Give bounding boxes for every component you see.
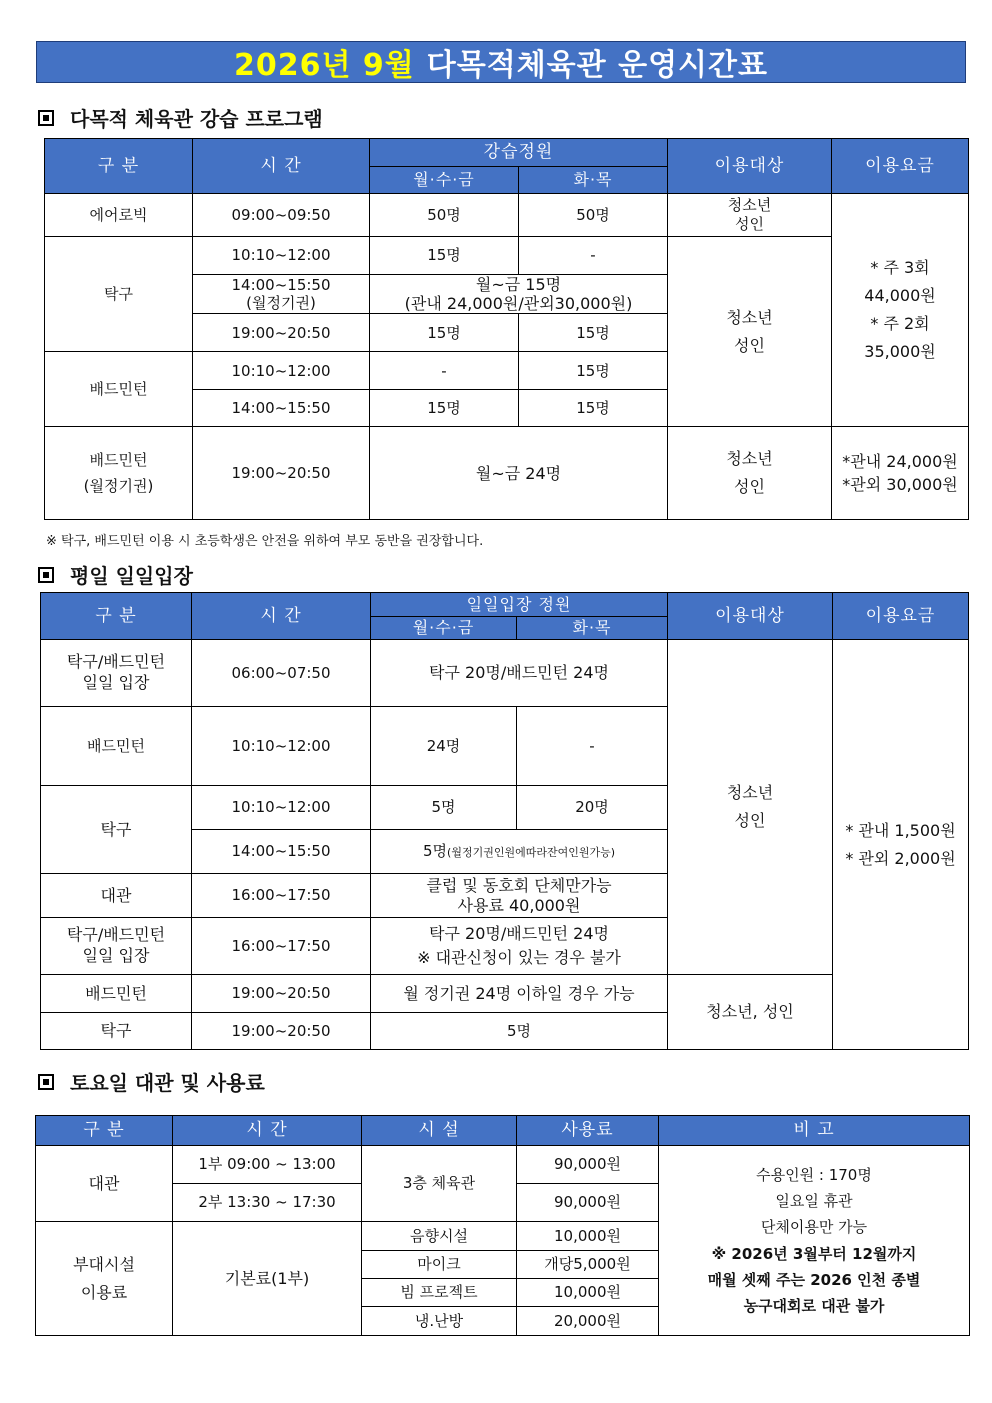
remarks-cell: 수용인원 : 170명 일요일 휴관 단체이용만 가능 ※ 2026년 3월부터 12월까지 매월 셋째 주는 2026 인천 종별 농구대회로 대관 불가 xyxy=(659,1146,970,1336)
square-bullet-icon xyxy=(38,110,54,126)
table-row: 19:00~20:50 15명 15명 xyxy=(45,314,969,352)
lesson-program-table xyxy=(44,138,969,520)
section-heading-daily: 평일 일일입장 xyxy=(38,560,193,589)
table-row: 대관 1부 09:00 ~ 13:00 3층 체육관 90,000원 수용인원 : 170명 일요일 휴관 단체이용만 가능 ※ 2026년 3월부터 12월까지 매월 셋째 주는 2026 인천 종별 농구대회로 대관 불가 xyxy=(36,1146,970,1184)
table-row: 탁구 19:00~20:50 5명 xyxy=(41,1013,969,1050)
section-heading-saturday: 토요일 대관 및 사용료 xyxy=(38,1067,265,1096)
header-mwf: 월·수·금 xyxy=(370,167,519,194)
saturday-rental-table: 구 분 시 간 시 설 사용료 비 고 대관 1부 09:00 ~ 13:00 3층 체육관 90,000원 수용인원 : 170명 일요일 휴관 단체이용만 가능 ※ 2026년 3월부터 12월까지 매월 셋째 주는 2026 인천 종별 농구대회로 대관 불가 2부 13:30 ~ 17:30 90,000원 부대시설 이용료 기본료(1부) 음향시설 10,000원 마이크 개당5,000원 빔 프로젝트 10,000원 냉.난방 20,000원 xyxy=(35,1115,970,1336)
table-row: 빔 프로젝트 10,000원 xyxy=(36,1279,970,1307)
target-cell: 청소년 성인 xyxy=(668,237,832,427)
header-fee: 이용요금 xyxy=(832,139,969,194)
section-heading-lessons: 다목적 체육관 강습 프로그램 xyxy=(38,103,323,132)
header-time: 시 간 xyxy=(193,139,370,194)
table-row: 14:00~15:50 5명(월정기권인원에따라잔여인원가능) xyxy=(41,830,969,874)
header-capacity: 강습정원 xyxy=(370,139,668,167)
title-highlight: 2026년 9월 xyxy=(233,48,415,83)
page-title xyxy=(36,41,966,83)
square-bullet-icon xyxy=(38,567,54,583)
table-row: 부대시설 이용료 기본료(1부) 음향시설 10,000원 xyxy=(36,1222,970,1251)
table-row: 에어로빅 09:00~09:50 50명 50명 청소년 성인 * 주 3회 44,000원 * 주 2회 35,000원 xyxy=(45,194,969,237)
header-target: 이용대상 xyxy=(668,139,832,194)
table-row: 14:00~15:50 (월정기권) 월~금 15명 (관내 24,000원/관외30,000원) xyxy=(45,275,969,314)
table-row: 배드민턴 10:10~12:00 24명 - xyxy=(41,707,969,786)
target-cell: 청소년 성인 xyxy=(668,194,832,237)
table-row: 탁구 10:10~12:00 15명 - 청소년 성인 xyxy=(45,237,969,275)
square-bullet-icon xyxy=(38,1074,54,1090)
daily-entry-table: 구 분 시 간 일일입장 정원 이용대상 이용요금 월·수·금 화·목 탁구/배드민턴 일일 입장 06:00~07:50 탁구 20명/배드민턴 24명 청소년 성인 * 관내 1,500원 * 관외 2,000원 배드민턴 10:10~12:00 24명 - 탁구 10:10~12:00 5명 20명 14:00~15:50 5명(월정기권인원에따라잔여인원가능) 대관 16:00~17:50 클럽 및 동호회 단체만가능 사용료 40,000원 탁구/배드민턴 일일 입장 16:00~17:50 탁구 20명/배드민턴 24명 ※ 대관신청이 있는 경우 불가 배드민턴 19:00~20:50 월 정기권 24명 이하일 경우 가능 청소년, 성인 탁구 19:00~20:50 5명 xyxy=(40,592,969,1050)
table-row: 마이크 개당5,000원 xyxy=(36,1251,970,1279)
table-row: 14:00~15:50 15명 15명 xyxy=(45,390,969,427)
table-row: 탁구/배드민턴 일일 입장 06:00~07:50 탁구 20명/배드민턴 24명 청소년 성인 * 관내 1,500원 * 관외 2,000원 xyxy=(41,640,969,707)
header-tt: 화·목 xyxy=(519,167,668,194)
table-row: 배드민턴 (월정기권) 19:00~20:50 월~금 24명 청소년 성인 *관내 24,000원 *관외 30,000원 xyxy=(45,427,969,520)
table-row: 탁구/배드민턴 일일 입장 16:00~17:50 탁구 20명/배드민턴 24명 ※ 대관신청이 있는 경우 불가 xyxy=(41,918,969,975)
table-row: 2부 13:30 ~ 17:30 90,000원 xyxy=(36,1184,970,1222)
fee-cell: * 주 3회 44,000원 * 주 2회 35,000원 xyxy=(832,194,969,427)
table-row: 탁구 10:10~12:00 5명 20명 xyxy=(41,786,969,830)
safety-note: ※ 탁구, 배드민턴 이용 시 초등학생은 안전을 위하여 부모 동반을 권장합니다. xyxy=(46,534,484,549)
title-rest: 다목적체육관 운영시간표 xyxy=(426,48,768,83)
table-row: 배드민턴 10:10~12:00 - 15명 xyxy=(45,352,969,390)
header-gubun: 구 분 xyxy=(45,139,193,194)
table-row: 배드민턴 19:00~20:50 월 정기권 24명 이하일 경우 가능 청소년, 성인 xyxy=(41,975,969,1013)
table-row: 냉.난방 20,000원 xyxy=(36,1307,970,1336)
table-row: 대관 16:00~17:50 클럽 및 동호회 단체만가능 사용료 40,000원 xyxy=(41,874,969,918)
